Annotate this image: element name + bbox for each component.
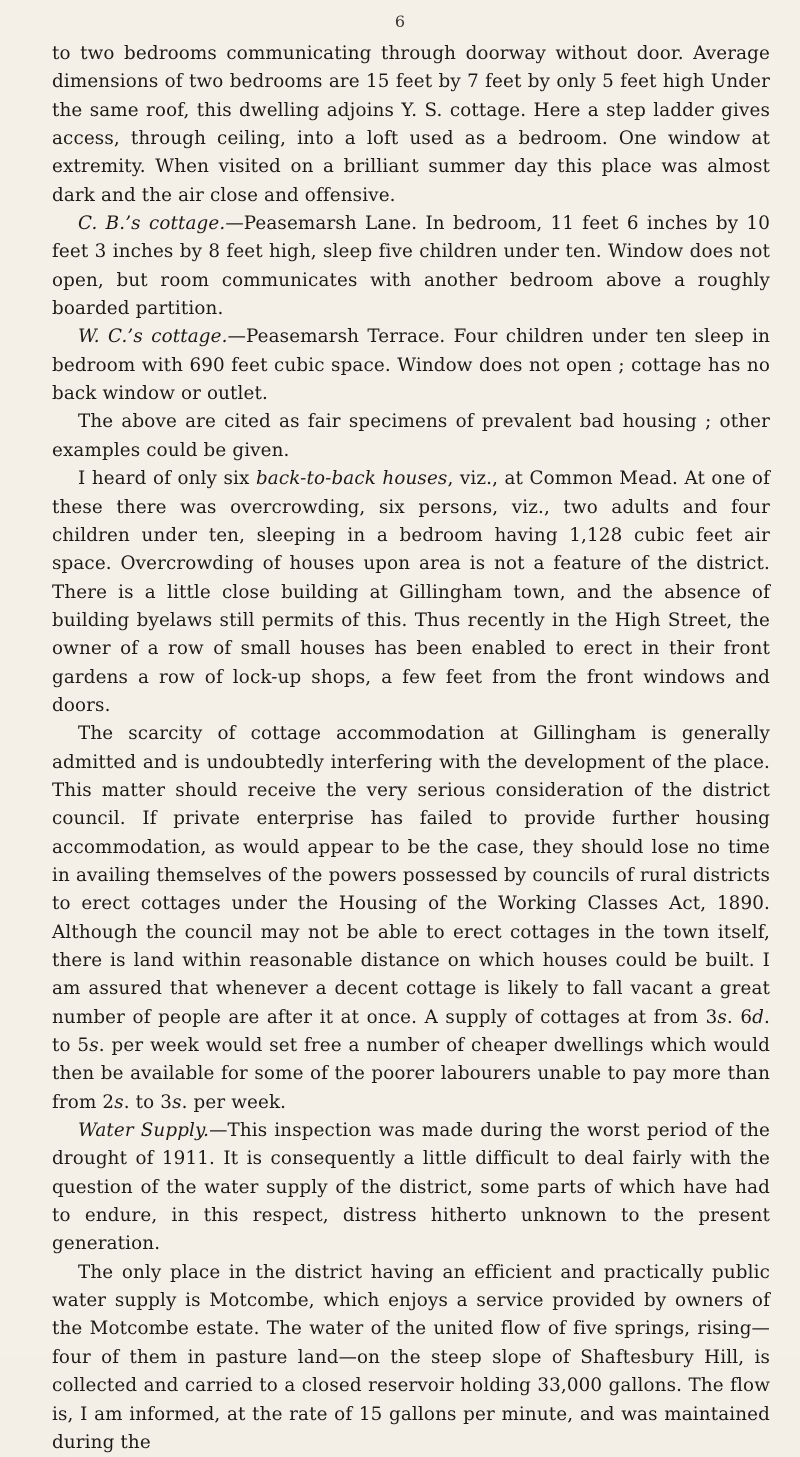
text-run: . per week would set free a number of cheaper dwellings which would then be available for some of the poorer labourers unable to pay more than from 2	[52, 1035, 771, 1113]
italic-run: d	[752, 1006, 765, 1028]
italic-run: W. C.’s cottage.	[78, 326, 228, 348]
italic-run: C. B.’s cottage.	[78, 213, 226, 235]
text-run: , viz., at Common Mead. At one of these there was overcrowding, six persons, viz., two adults and four children under ten, sleeping in a bedroom having 1,128 cubic feet air space. Overcrowding of houses upon area is not a feature of the district. There is a little close building at Gillingham town, and the absence of building byelaws still permits of this. Thus recently in the High Street, the owner of a row of small houses has been enabled to erect in their front gardens a row of lock-up shops, a few feet from the front windows and doors.	[52, 468, 770, 716]
italic-run: s	[172, 1091, 182, 1113]
text-run: The scarcity of cottage accommodation at Gillingham is generally admitted and is undoubtedly interfering with the development of the place. This matter should receive the very serious consideration of the district council. If private enterprise has failed to provide further housing accommodation, as would appear to be the case, they should lose no time in availing themselves of the powers possessed by councils of rural districts to erect cottages under the Housing of the Working Classes Act, 1890. Although the council may not be able to erect cottages in the town itself, there is land within reasonable distance on which houses could be built. I am assured that whenever a decent cottage is likely to fall vacant a great number of people are after it at once. A supply of cottages at from 3	[52, 723, 770, 1028]
italic-run: s	[114, 1091, 124, 1113]
text-run: —Peasemarsh Lane. In bedroom, 11 feet 6 inches by 10 feet 3 inches by 8 feet high, sleep five children under ten. Window does not open, but room communicates with another bedroom above a roughly boarded partition.	[52, 213, 770, 320]
paragraph-p7	[52, 1117, 770, 1259]
text-run: to two bedrooms communicating through doorway without door. Average dimensions of two bedrooms are 15 feet by 7 feet by only 5 feet high Under the same roof, this dwelling adjoins Y. S. cottage. Here a step ladder gives access, through ceiling, into a loft used as a bedroom. One window at extremity. When visited on a brilliant summer day this place was almost dark and the air close and offensive.	[52, 43, 770, 206]
text-run: I heard of only six	[78, 468, 256, 490]
paragraph-p1	[52, 40, 770, 210]
italic-run: s	[717, 1006, 727, 1028]
text-run: . per week.	[181, 1091, 287, 1113]
paragraph-p3	[52, 323, 770, 408]
text-run: . 6	[726, 1006, 753, 1028]
text-run: The only place in the district having an efficient and practically public water supply is Motcombe, which enjoys a service provided by owners of the Motcombe estate. The water of the united flow of five springs, rising—four of them in pasture land—on the steep slope of Shaftesbury Hill, is collected and carried to a closed reservoir holding 33,000 gallons. The flow is, I am informed, at the rate of 15 gallons per minute, and was maintained during the	[52, 1261, 770, 1453]
text-run: . to 3	[123, 1091, 173, 1113]
paragraph-p6	[52, 720, 770, 1117]
body-text	[52, 40, 770, 1457]
paragraph-p2	[52, 210, 770, 323]
italic-run: Water Supply.	[78, 1120, 210, 1142]
paragraph-p4	[52, 408, 770, 465]
page-number: 6	[394, 12, 406, 31]
italic-run: back-to-back houses	[255, 468, 448, 490]
paragraph-p8	[52, 1259, 770, 1457]
text-run: The above are cited as fair specimens of prevalent bad housing ; other examples could be given.	[52, 411, 770, 461]
text-run: —Peasemarsh Terrace. Four children under ten sleep in bedroom with 690 feet cubic space. Window does not open ; cottage has no back window or outlet.	[52, 326, 771, 405]
italic-run: s	[89, 1035, 99, 1057]
text-run: . to 5	[52, 1006, 770, 1057]
paragraph-p5	[52, 465, 770, 720]
text-run: —This inspection was made during the worst period of the drought of 1911. It is consequently a little difficult to deal fairly with the question of the water supply of the district, some parts of which have had to endure, in this respect, distress hitherto unknown to the present generation.	[52, 1120, 770, 1255]
